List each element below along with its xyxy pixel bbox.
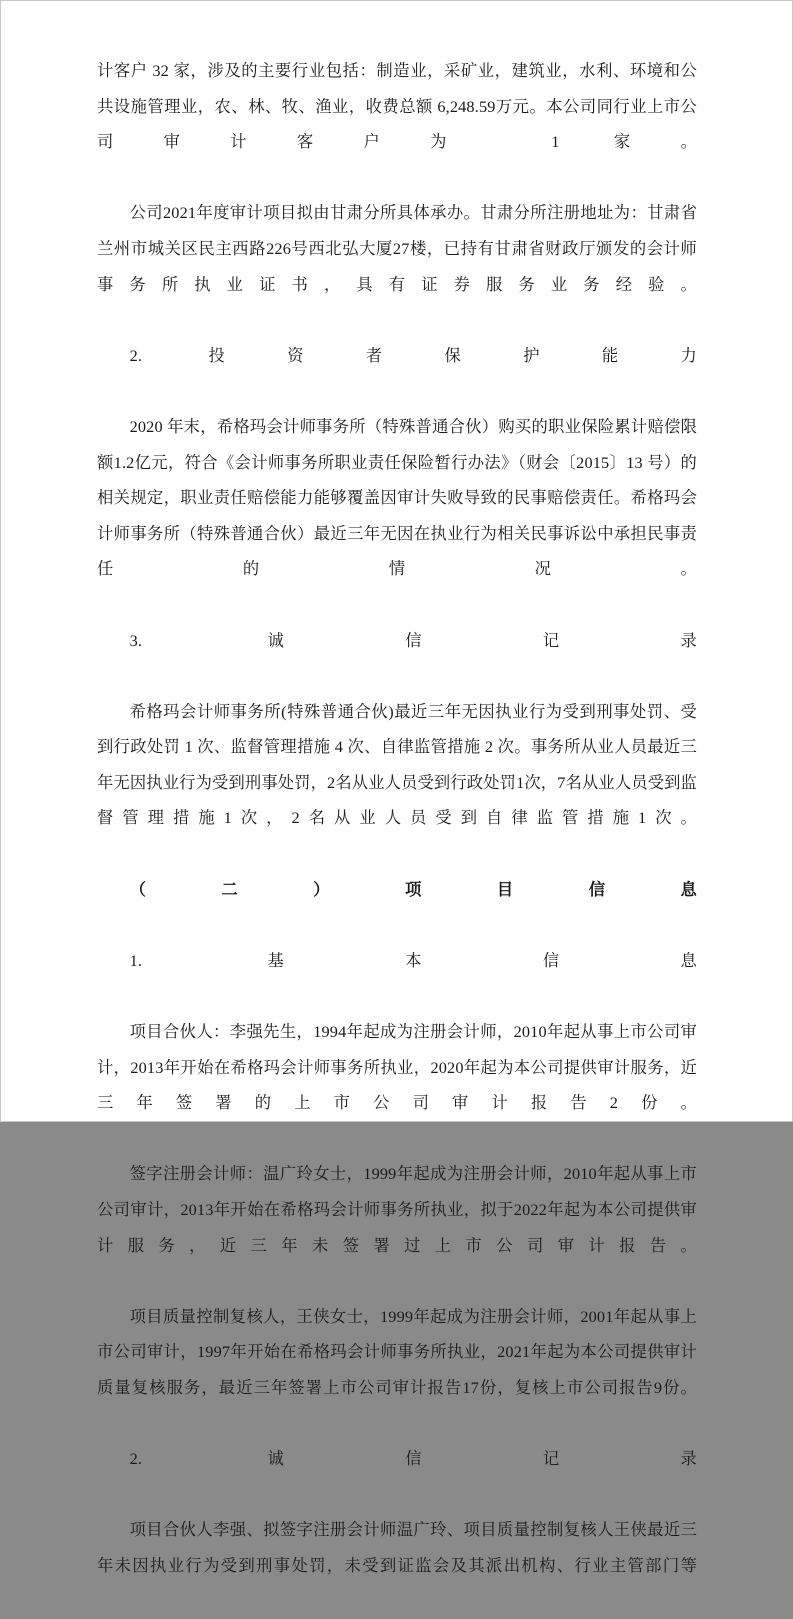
paragraph: 项目合伙人：李强先生，1994年起成为注册会计师，2010年起从事上市公司审计，2013年开始在希格玛会计师事务所执业，2020年起为本公司提供审计服务，近三年签署的上市公司审计报告2份。 <box>97 1022 697 1113</box>
document-body <box>97 53 697 1619</box>
paragraph: 计客户 32 家，涉及的主要行业包括：制造业，采矿业，建筑业，水利、环境和公共设施管理业，农、林、牧、渔业，收费总额 6,248.59万元。本公司同行业上市公司审计客户为 1 家。 <box>97 61 697 152</box>
paragraph: 2020 年末，希格玛会计师事务所（特殊普通合伙）购买的职业保险累计赔偿限额1.2亿元，符合《会计师事务所职业责任保险暂行办法》（财会〔2015〕13 号）的相关规定，职业责任赔偿能力能够覆盖因审计失败导致的民事赔偿责任。希格玛会计师事务所（特殊普通合伙）最近三年无因在执业行为相关民事诉讼中承担民事责任的情况。 <box>97 416 697 579</box>
section-heading: 3. 诚信记录 <box>129 630 697 650</box>
section-heading: （二）项目信息 <box>129 879 697 899</box>
paragraph: 项目合伙人李强、拟签字注册会计师温广玲、项目质量控制复核人王侠最近三年未因执业行为受到刑事处罚，未受到证监会及其派出机构、行业主管部门等 <box>97 1520 697 1575</box>
paragraph: 签字注册会计师：温广玲女士，1999年起成为注册会计师，2010年起从事上市公司审计，2013年开始在希格玛会计师事务所执业，拟于2022年起为本公司提供审计服务，近三年未签署过上市公司审计报告。 <box>97 1164 697 1255</box>
paragraph: 公司2021年度审计项目拟由甘肃分所具体承办。甘肃分所注册地址为：甘肃省兰州市城关区民主西路226号西北弘大厦27楼，已持有甘肃省财政厅颁发的会计师事务所执业证书，具有证券服务业务经验。 <box>97 203 697 294</box>
section-heading: 2. 投资者保护能力 <box>129 345 697 365</box>
section-heading: 1. 基本信息 <box>129 950 697 970</box>
paragraph: 项目质量控制复核人，王侠女士，1999年起成为注册会计师，2001年起从事上市公司审计，1997年开始在希格玛会计师事务所执业，2021年起为本公司提供审计质量复核服务，最近三年签署上市公司审计报告17份，复核上市公司报告9份。 <box>97 1306 697 1397</box>
paragraph: 希格玛会计师事务所(特殊普通合伙)最近三年无因执业行为受到刑事处罚、受到行政处罚 1 次、监督管理措施 4 次、自律监管措施 2 次。事务所从业人员最近三年无因执业行为受到刑事处罚，2名从业人员受到行政处罚1次，7名从业人员受到监督管理措施1次，2名从业人员受到自律监管措施1次。 <box>97 701 697 828</box>
section-heading: 2. 诚信记录 <box>129 1449 697 1469</box>
